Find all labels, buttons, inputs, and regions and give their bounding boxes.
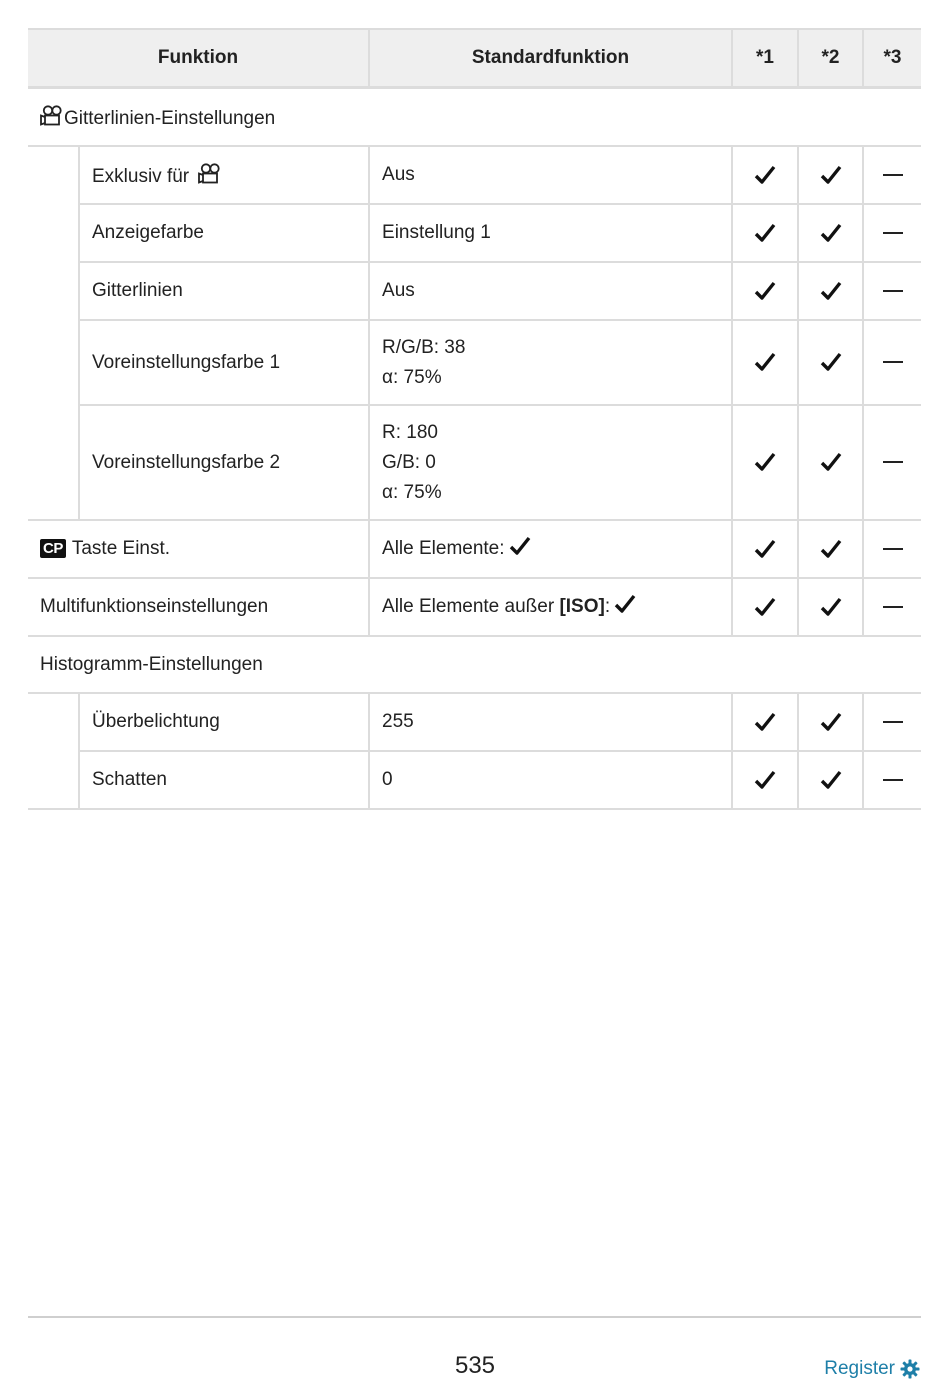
header-standardfunktion: Standardfunktion [369, 29, 732, 88]
col1-mark [732, 578, 798, 636]
overexposure-label: Überbelichtung [79, 693, 369, 751]
indent-cell [28, 405, 79, 520]
display-color-value: Einstellung 1 [369, 204, 732, 262]
preset1-value-line: α: 75% [382, 366, 442, 388]
col1-mark [732, 693, 798, 751]
table-row [28, 146, 921, 204]
register-link[interactable] [824, 1358, 920, 1380]
col2-mark [798, 751, 863, 809]
cp-badge-icon: CP [40, 539, 66, 558]
table-row [28, 578, 921, 636]
dash-icon [883, 721, 903, 723]
grid-section-cell [28, 88, 921, 147]
dash-icon [883, 606, 903, 608]
check-icon [820, 223, 842, 243]
table-header-row [28, 29, 921, 88]
col3-mark [863, 693, 921, 751]
col2-mark [798, 693, 863, 751]
indent-cell [28, 693, 79, 751]
col2-mark [798, 320, 863, 405]
col3-mark [863, 751, 921, 809]
multi-value-suffix: : [604, 596, 611, 617]
col3-mark [863, 578, 921, 636]
gridlines-value: Aus [369, 262, 732, 320]
col3-mark [863, 146, 921, 204]
check-icon [820, 597, 842, 617]
table-row [28, 751, 921, 809]
col2-mark [798, 262, 863, 320]
multi-label: Multifunktionseinstellungen [28, 578, 369, 636]
footer-divider [28, 1316, 921, 1318]
col1-mark [732, 405, 798, 520]
table-row [28, 320, 921, 405]
cp-label-cell [28, 520, 369, 578]
dash-icon [883, 461, 903, 463]
preset1-value [369, 320, 732, 405]
dash-icon [883, 548, 903, 550]
col2-mark [798, 520, 863, 578]
preset2-value [369, 405, 732, 520]
indent-cell [28, 320, 79, 405]
preset1-label: Voreinstellungsfarbe 1 [79, 320, 369, 405]
shadow-value: 0 [369, 751, 732, 809]
overexposure-value: 255 [369, 693, 732, 751]
multi-value-cell [369, 578, 732, 636]
exclusive-label-cell [79, 146, 369, 204]
exclusive-label: Exklusiv für [92, 165, 190, 187]
check-icon [820, 770, 842, 790]
check-icon [820, 712, 842, 732]
col1-mark [732, 262, 798, 320]
col2-mark [798, 146, 863, 204]
table-row [28, 204, 921, 262]
check-icon [614, 594, 636, 614]
histogram-section-label: Histogramm-Einstellungen [28, 636, 921, 693]
header-col3: *3 [863, 29, 921, 88]
col1-mark [732, 146, 798, 204]
col1-mark [732, 520, 798, 578]
preset2-value-line: R: 180 [382, 421, 438, 443]
cp-label: Taste Einst. [71, 538, 171, 559]
table-row-grid-section [28, 88, 921, 147]
col3-mark [863, 520, 921, 578]
header-funktion: Funktion [28, 29, 369, 88]
check-icon [754, 712, 776, 732]
check-icon [820, 352, 842, 372]
col3-mark [863, 262, 921, 320]
col2-mark [798, 204, 863, 262]
check-icon [820, 281, 842, 301]
check-icon [754, 597, 776, 617]
dash-icon [883, 174, 903, 176]
col3-mark [863, 405, 921, 520]
check-icon [820, 539, 842, 559]
check-icon [509, 536, 531, 556]
dash-icon [883, 361, 903, 363]
dash-icon [883, 232, 903, 234]
check-icon [754, 281, 776, 301]
col2-mark [798, 578, 863, 636]
preset1-value-line: R/G/B: 38 [382, 336, 466, 358]
check-icon [820, 452, 842, 472]
gridlines-label: Gitterlinien [79, 262, 369, 320]
preset2-value-line: G/B: 0 [382, 451, 436, 473]
col1-mark [732, 751, 798, 809]
col1-mark [732, 320, 798, 405]
check-icon [754, 452, 776, 472]
grid-section-label: Gitterlinien-Einstellungen [64, 107, 276, 129]
check-icon [754, 770, 776, 790]
exclusive-value: Aus [369, 146, 732, 204]
page-number: 535 [454, 1352, 496, 1379]
indent-cell [28, 751, 79, 809]
shadow-label: Schatten [79, 751, 369, 809]
gear-icon [900, 1359, 920, 1379]
col3-mark [863, 320, 921, 405]
preset2-value-line: α: 75% [382, 481, 442, 503]
table-row-histogram-section [28, 636, 921, 693]
col2-mark [798, 405, 863, 520]
check-icon [754, 223, 776, 243]
check-icon [754, 539, 776, 559]
check-icon [820, 165, 842, 185]
register-link-label: Register [824, 1358, 895, 1379]
cp-value: Alle Elemente: [382, 538, 505, 559]
multi-value-iso: [ISO] [559, 596, 605, 617]
dash-icon [883, 779, 903, 781]
indent-cell [28, 262, 79, 320]
multi-value-prefix: Alle Elemente außer [382, 596, 555, 617]
settings-table [28, 28, 921, 810]
table-row [28, 405, 921, 520]
dash-icon [883, 290, 903, 292]
table-row [28, 262, 921, 320]
indent-cell [28, 204, 79, 262]
table-row [28, 693, 921, 751]
col3-mark [863, 204, 921, 262]
col1-mark [732, 204, 798, 262]
check-icon [754, 165, 776, 185]
movie-camera-icon [40, 105, 64, 127]
cp-value-cell [369, 520, 732, 578]
indent-cell [28, 146, 79, 204]
header-col1: *1 [732, 29, 798, 88]
movie-camera-icon [198, 163, 222, 185]
check-icon [754, 352, 776, 372]
header-col2: *2 [798, 29, 863, 88]
display-color-label: Anzeigefarbe [79, 204, 369, 262]
table-row [28, 520, 921, 578]
preset2-label: Voreinstellungsfarbe 2 [79, 405, 369, 520]
